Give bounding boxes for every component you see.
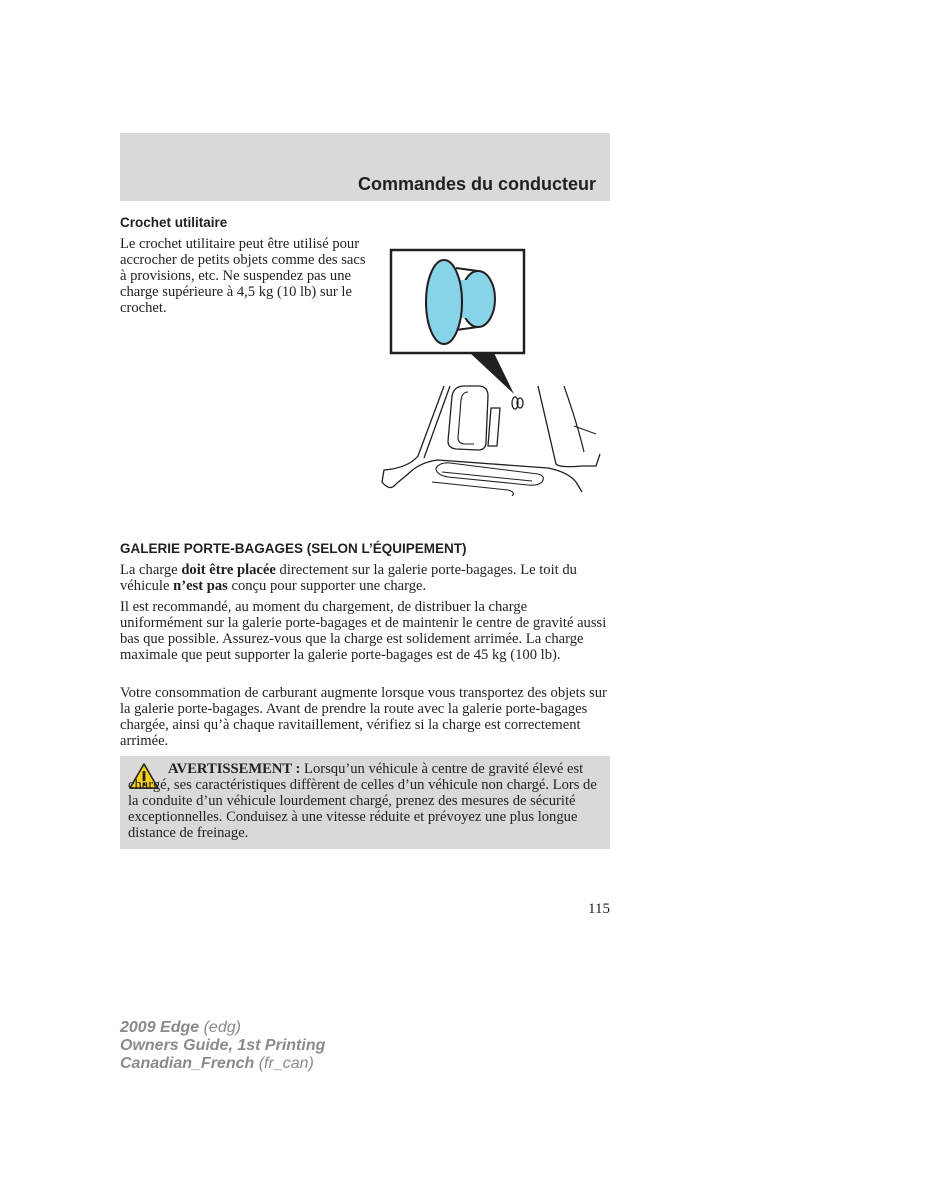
page-number: 115 bbox=[588, 901, 610, 917]
hook-heading: Crochet utilitaire bbox=[120, 215, 228, 230]
warning-label: AVERTISSEMENT : bbox=[168, 761, 301, 777]
text-run: conçu pour supporter une charge. bbox=[227, 578, 427, 594]
text-run: directement sur la galerie porte-bagages. Le toit du véhicule bbox=[120, 562, 577, 594]
footer-language-code: (fr_can) bbox=[254, 1055, 314, 1072]
document-footer bbox=[120, 1019, 325, 1073]
hook-paragraph: Le crochet utilitaire peut être utilisé pour accrocher de petits objets comme des sacs à provisions, etc. Ne suspendez pas une charge supérieure à 4,5 kg (10 lb) sur le crochet. bbox=[120, 236, 366, 316]
footer-line-1 bbox=[120, 1019, 325, 1037]
warning-box bbox=[120, 756, 610, 849]
footer-line-3 bbox=[120, 1055, 325, 1073]
callout-pointer bbox=[470, 353, 514, 394]
footer-model: 2009 Edge bbox=[120, 1019, 200, 1036]
text-run: La charge bbox=[120, 562, 182, 578]
footer-model-code: (edg) bbox=[199, 1019, 241, 1036]
section-header-band bbox=[120, 133, 610, 201]
roof-rack-paragraph-1 bbox=[120, 562, 610, 594]
roof-rack-heading: GALERIE PORTE-BAGAGES (SELON L’ÉQUIPEMENT) bbox=[120, 541, 467, 556]
section-title: Commandes du conducteur bbox=[357, 174, 596, 194]
hook-face-icon bbox=[426, 260, 462, 344]
warning-text bbox=[128, 761, 598, 841]
footer-guide: Owners Guide, 1st Printing bbox=[120, 1037, 326, 1054]
footer-language: Canadian_French bbox=[120, 1055, 255, 1072]
warning-body: Lorsqu’un véhicule à centre de gravité élevé est chargé, ses caractéristiques diffèrent de celles d’un véhicule non chargé. Lors de la conduite d’un véhicule lourdement chargé, prenez des mesures de sécurité exceptionnelles. Conduisez à une vitesse réduite et prévoyez une plus longue distance de freinage. bbox=[128, 761, 597, 841]
emphasis-text: n’est pas bbox=[173, 578, 228, 594]
emphasis-text: doit être placée bbox=[181, 562, 276, 578]
utility-hook-illustration bbox=[378, 246, 610, 496]
roof-rack-paragraph-3: Votre consommation de carburant augmente lorsque vous transportez des objets sur la galerie porte-bagages. Avant de prendre la route avec la galerie porte-bagages chargée, ainsi qu’à chaque ravitaillement, vérifiez si la charge est correctement arrimée. bbox=[120, 685, 607, 749]
roof-rack-paragraph-2: Il est recommandé, au moment du chargement, de distribuer la charge uniformément sur la galerie porte-bagages et de maintenir le centre de gravité aussi bas que possible. Assurez-vous que la charge est solidement arrimée. La charge maximale que peut supporter la galerie porte-bagages est de 45 kg (100 lb). bbox=[120, 599, 607, 663]
footer-line-2 bbox=[120, 1037, 325, 1055]
